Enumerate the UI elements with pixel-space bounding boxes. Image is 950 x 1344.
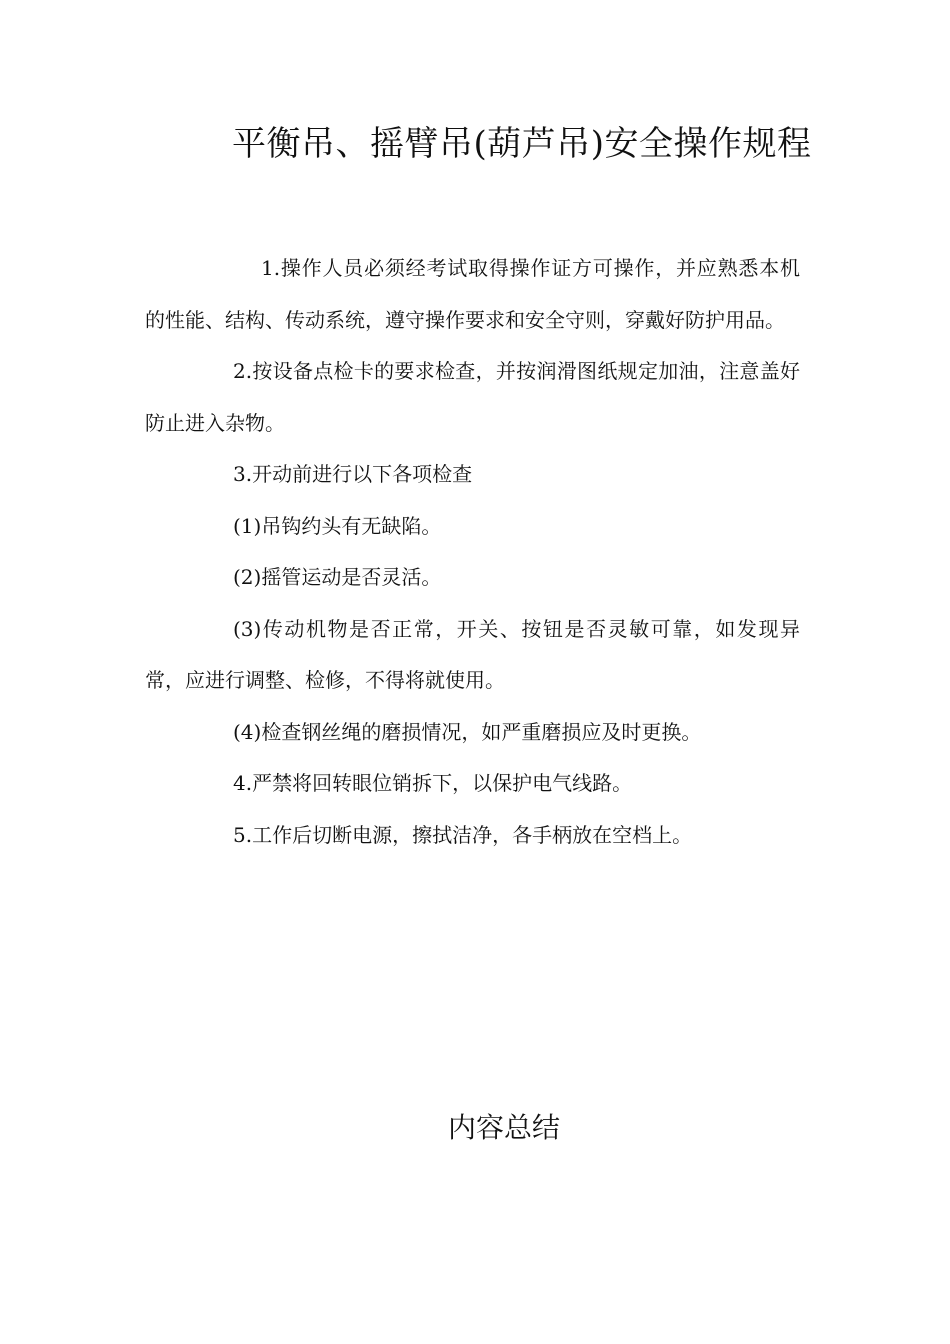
paragraph-check-arm: (2)摇管运动是否灵活。: [233, 565, 442, 589]
paragraph-check-wire-rope: (4)检查钢丝绳的磨损情况，如严重磨损应及时更换。: [233, 719, 702, 744]
paragraph-operator-qualification: 1.操作人员必须经考试取得操作证方可操作，并应熟悉本机的性能、结构、传动系统，遵守操作要求和安全守则，穿戴好防护用品。: [145, 256, 800, 332]
paragraph-check-hook: (1)吊钩约头有无缺陷。: [233, 513, 442, 538]
paragraph-after-work: 5.工作后切断电源，擦拭洁净，各手柄放在空档上。: [233, 822, 693, 847]
paragraph-pre-start-checks: 3.开动前进行以下各项检查: [233, 462, 473, 486]
summary-heading: 内容总结: [447, 1111, 560, 1144]
paragraph-inspection-lubrication: 2.按设备点检卡的要求检查，并按润滑图纸规定加油，注意盖好防止进入杂物。: [145, 359, 800, 435]
document-body: [145, 243, 800, 861]
paragraph-no-pin-removal: 4.严禁将回转眼位销拆下，以保护电气线路。: [233, 771, 633, 795]
document-title: 平衡吊、摇臂吊(葫芦吊)安全操作规程: [232, 124, 812, 164]
paragraph-check-transmission: (3)传动机物是否正常，开关、按钮是否灵敏可靠，如发现异常，应进行调整、检修，不得将就使用。: [145, 616, 800, 692]
